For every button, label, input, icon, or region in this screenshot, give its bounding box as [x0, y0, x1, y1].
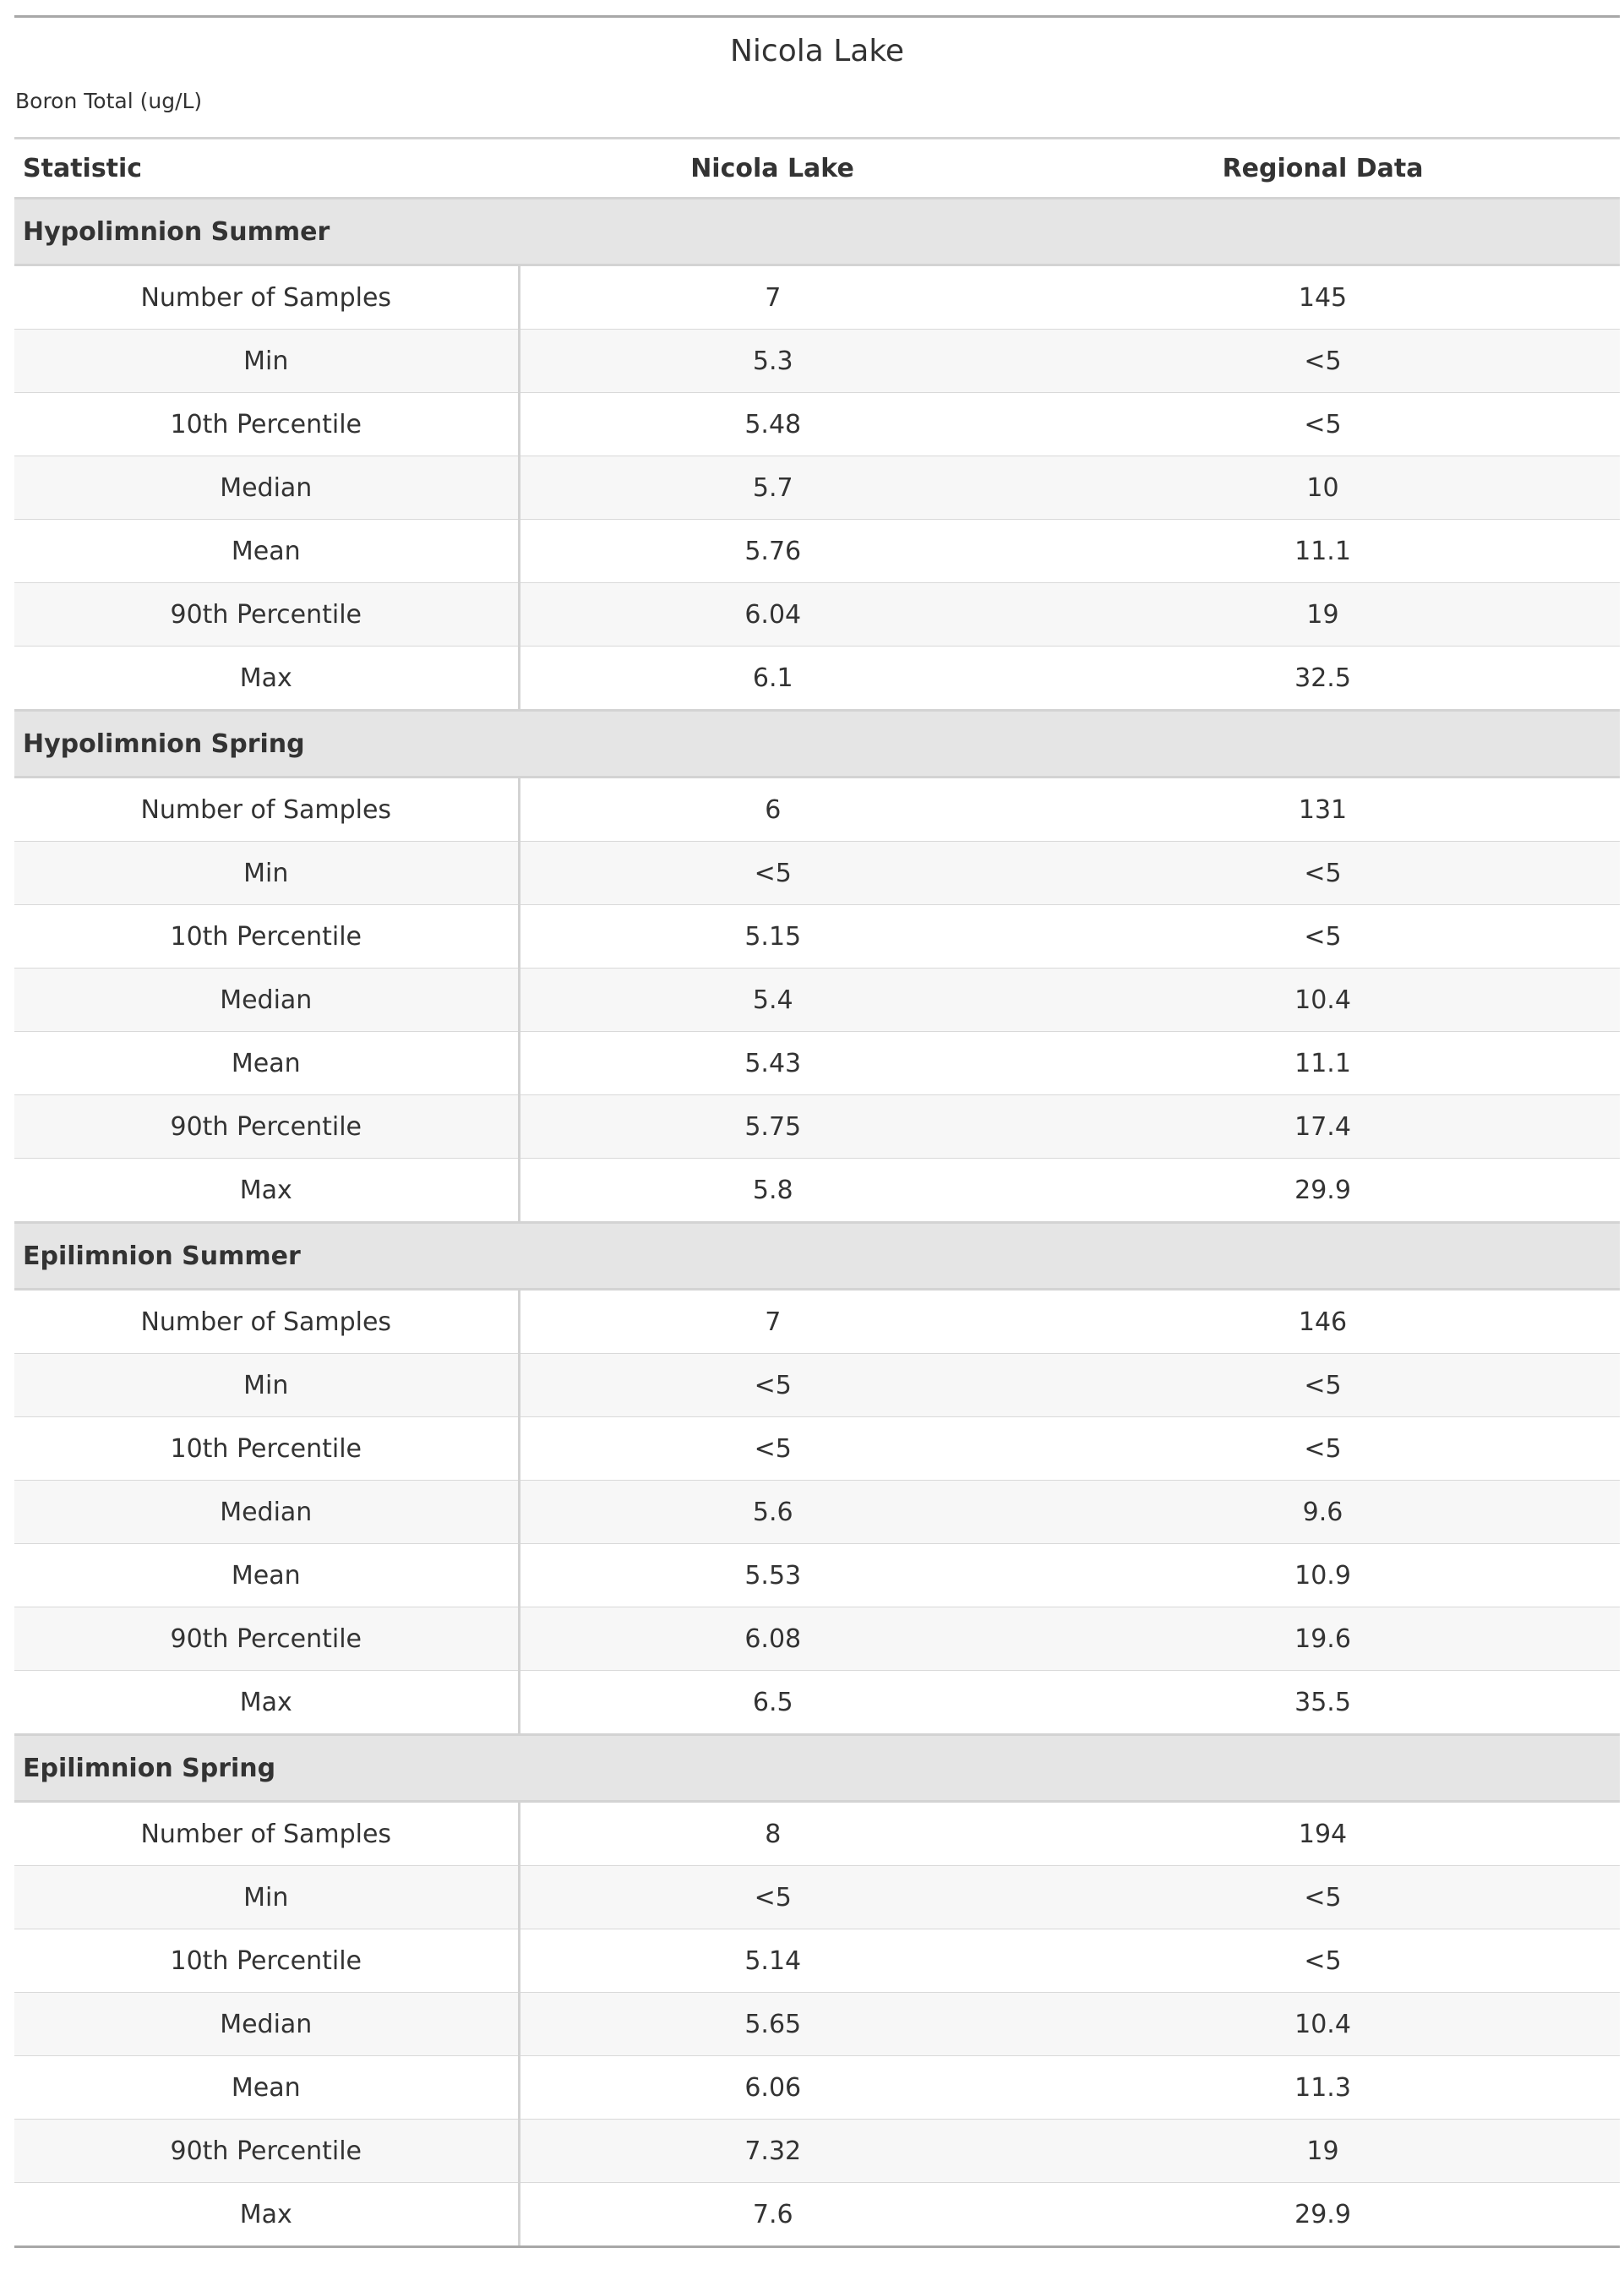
table-row: [14, 1354, 1620, 1417]
stat-cell: Min: [14, 1354, 519, 1417]
table-row: [14, 969, 1620, 1032]
regional-data-cell: 145: [1026, 265, 1620, 330]
stat-cell: Number of Samples: [14, 265, 519, 330]
stat-cell: Median: [14, 456, 519, 520]
stat-cell: Median: [14, 1481, 519, 1544]
table-row: [14, 1481, 1620, 1544]
regional-data-cell: <5: [1026, 393, 1620, 456]
nicola-lake-cell: 5.4: [519, 969, 1026, 1032]
regional-data-cell: 146: [1026, 1290, 1620, 1354]
regional-data-cell: 17.4: [1026, 1095, 1620, 1159]
column-header-nicola-lake: Nicola Lake: [519, 139, 1026, 199]
table-row: [14, 1095, 1620, 1159]
regional-data-cell: 19: [1026, 2120, 1620, 2183]
regional-data-cell: 11.3: [1026, 2056, 1620, 2120]
stat-cell: 10th Percentile: [14, 1929, 519, 1993]
group-header: Epilimnion Spring: [14, 1735, 1620, 1802]
nicola-lake-cell: 6.04: [519, 583, 1026, 647]
column-header-regional-data: Regional Data: [1026, 139, 1620, 199]
table-row: [14, 265, 1620, 330]
regional-data-cell: 10.9: [1026, 1544, 1620, 1607]
column-header-row: [14, 139, 1620, 199]
table-row: [14, 583, 1620, 647]
regional-data-cell: 35.5: [1026, 1671, 1620, 1735]
nicola-lake-cell: 7: [519, 1290, 1026, 1354]
regional-data-cell: <5: [1026, 1354, 1620, 1417]
regional-data-cell: <5: [1026, 905, 1620, 969]
stat-cell: Mean: [14, 1032, 519, 1095]
table-row: [14, 2120, 1620, 2183]
table-row: [14, 1159, 1620, 1223]
regional-data-cell: <5: [1026, 1866, 1620, 1929]
stat-cell: Min: [14, 842, 519, 905]
nicola-lake-cell: 7.6: [519, 2183, 1026, 2247]
table-row: [14, 647, 1620, 711]
table-row: [14, 842, 1620, 905]
table-title: Nicola Lake: [14, 17, 1620, 86]
stat-cell: Mean: [14, 2056, 519, 2120]
group-header: Epilimnion Summer: [14, 1223, 1620, 1290]
table-row: [14, 905, 1620, 969]
nicola-lake-cell: 5.8: [519, 1159, 1026, 1223]
table-row: [14, 1417, 1620, 1481]
stat-cell: 90th Percentile: [14, 2120, 519, 2183]
table-row: [14, 2056, 1620, 2120]
stat-cell: 90th Percentile: [14, 583, 519, 647]
nicola-lake-cell: 5.15: [519, 905, 1026, 969]
regional-data-cell: 10: [1026, 456, 1620, 520]
regional-data-cell: <5: [1026, 1417, 1620, 1481]
nicola-lake-cell: 5.6: [519, 1481, 1026, 1544]
stat-cell: Max: [14, 2183, 519, 2247]
table-row: [14, 1032, 1620, 1095]
table-row: [14, 1671, 1620, 1735]
regional-data-cell: 11.1: [1026, 520, 1620, 583]
regional-data-cell: 10.4: [1026, 969, 1620, 1032]
regional-data-cell: 194: [1026, 1802, 1620, 1866]
nicola-lake-cell: 5.14: [519, 1929, 1026, 1993]
regional-data-cell: 11.1: [1026, 1032, 1620, 1095]
nicola-lake-cell: 6.08: [519, 1607, 1026, 1671]
stat-cell: 90th Percentile: [14, 1607, 519, 1671]
stat-cell: Min: [14, 330, 519, 393]
stat-cell: Number of Samples: [14, 1290, 519, 1354]
nicola-lake-cell: 6.5: [519, 1671, 1026, 1735]
table-row: [14, 330, 1620, 393]
nicola-lake-cell: 5.53: [519, 1544, 1026, 1607]
table-row: [14, 1993, 1620, 2056]
group-header: Hypolimnion Spring: [14, 711, 1620, 778]
stat-cell: Mean: [14, 520, 519, 583]
nicola-lake-cell: <5: [519, 1866, 1026, 1929]
table-row: [14, 393, 1620, 456]
table-row: [14, 520, 1620, 583]
regional-data-cell: 9.6: [1026, 1481, 1620, 1544]
regional-data-cell: 10.4: [1026, 1993, 1620, 2056]
stat-cell: Number of Samples: [14, 1802, 519, 1866]
stat-cell: 10th Percentile: [14, 905, 519, 969]
stat-cell: 10th Percentile: [14, 1417, 519, 1481]
regional-data-cell: 19.6: [1026, 1607, 1620, 1671]
regional-data-cell: 29.9: [1026, 2183, 1620, 2247]
table-row: [14, 1544, 1620, 1607]
stat-cell: Max: [14, 1671, 519, 1735]
table-subtitle-row: [14, 85, 1620, 139]
group-header: Hypolimnion Summer: [14, 199, 1620, 265]
stat-cell: Mean: [14, 1544, 519, 1607]
table-subtitle: Boron Total (ug/L): [14, 85, 1620, 139]
stat-cell: Median: [14, 969, 519, 1032]
table-row: [14, 1290, 1620, 1354]
table-row: [14, 1866, 1620, 1929]
nicola-lake-cell: <5: [519, 1354, 1026, 1417]
nicola-lake-cell: 5.3: [519, 330, 1026, 393]
nicola-lake-cell: 7: [519, 265, 1026, 330]
nicola-lake-cell: 5.75: [519, 1095, 1026, 1159]
nicola-lake-cell: 5.7: [519, 456, 1026, 520]
nicola-lake-cell: <5: [519, 1417, 1026, 1481]
stat-cell: Median: [14, 1993, 519, 2056]
table-row: [14, 1607, 1620, 1671]
stat-cell: Number of Samples: [14, 778, 519, 842]
nicola-lake-cell: <5: [519, 842, 1026, 905]
table-body: [14, 199, 1620, 2247]
stat-cell: 90th Percentile: [14, 1095, 519, 1159]
group-header-row: [14, 711, 1620, 778]
nicola-lake-cell: 7.32: [519, 2120, 1026, 2183]
table-row: [14, 1929, 1620, 1993]
group-header-row: [14, 1223, 1620, 1290]
group-header-row: [14, 1735, 1620, 1802]
nicola-lake-cell: 8: [519, 1802, 1026, 1866]
stat-cell: Max: [14, 1159, 519, 1223]
table-row: [14, 1802, 1620, 1866]
regional-data-cell: 19: [1026, 583, 1620, 647]
regional-data-cell: 131: [1026, 778, 1620, 842]
regional-data-cell: <5: [1026, 330, 1620, 393]
table-row: [14, 2183, 1620, 2247]
nicola-lake-cell: 6.1: [519, 647, 1026, 711]
regional-data-cell: <5: [1026, 1929, 1620, 1993]
stat-cell: 10th Percentile: [14, 393, 519, 456]
regional-data-cell: <5: [1026, 842, 1620, 905]
table-row: [14, 778, 1620, 842]
column-header-statistic: Statistic: [14, 139, 519, 199]
stat-cell: Min: [14, 1866, 519, 1929]
regional-data-cell: 32.5: [1026, 647, 1620, 711]
nicola-lake-cell: 5.48: [519, 393, 1026, 456]
nicola-lake-cell: 5.43: [519, 1032, 1026, 1095]
nicola-lake-cell: 6.06: [519, 2056, 1026, 2120]
regional-data-cell: 29.9: [1026, 1159, 1620, 1223]
table-title-row: [14, 17, 1620, 86]
stats-table: [14, 15, 1620, 2248]
nicola-lake-cell: 5.76: [519, 520, 1026, 583]
stats-table-container: [14, 15, 1620, 2248]
nicola-lake-cell: 5.65: [519, 1993, 1026, 2056]
group-header-row: [14, 199, 1620, 265]
table-row: [14, 456, 1620, 520]
stat-cell: Max: [14, 647, 519, 711]
nicola-lake-cell: 6: [519, 778, 1026, 842]
